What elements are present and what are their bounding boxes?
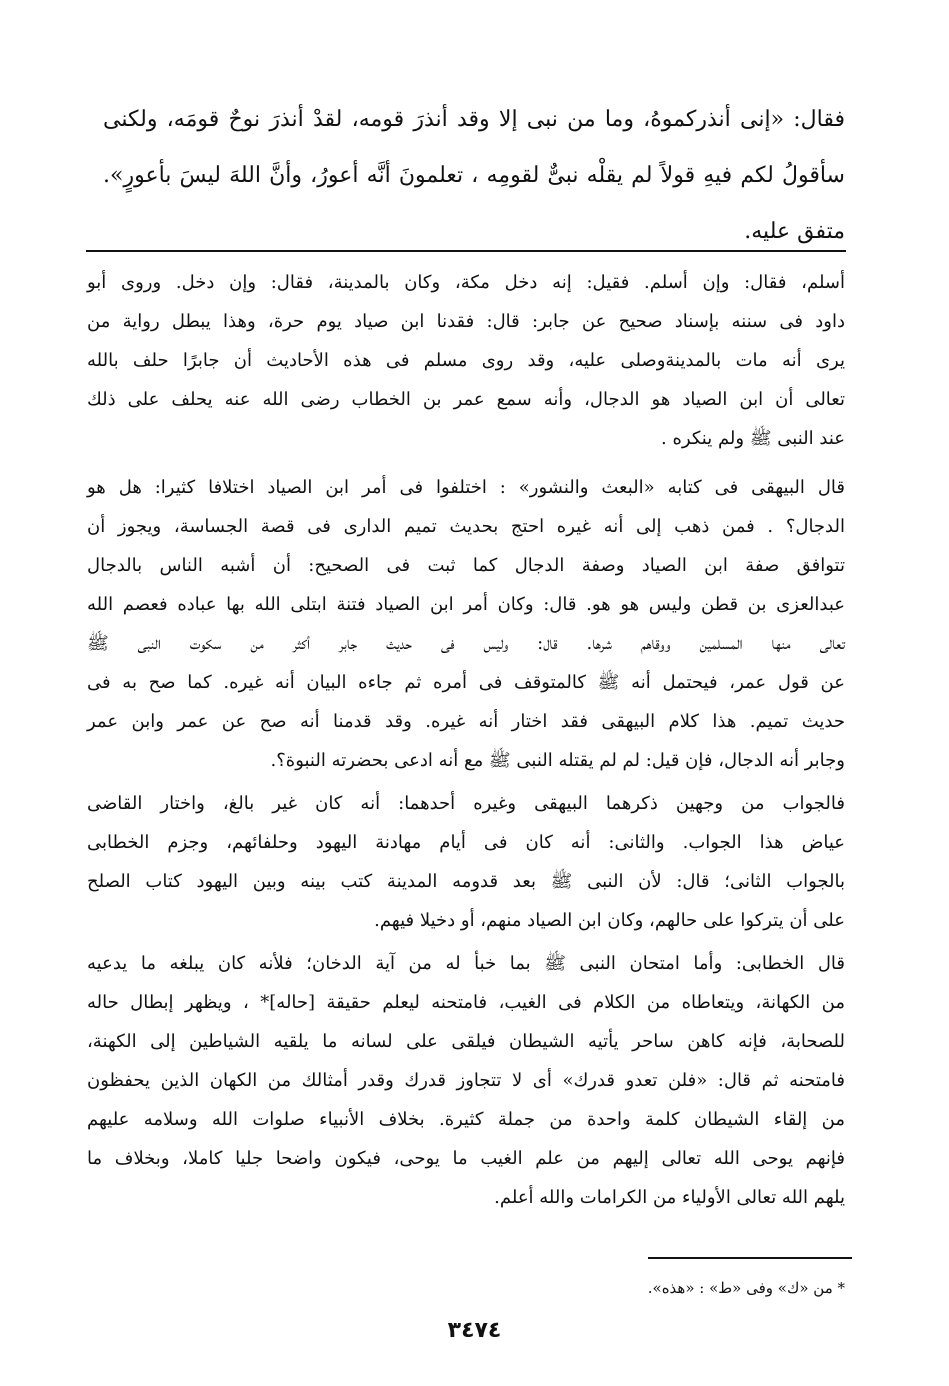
text-line: على أن يتركوا على حالهم، وكان ابن الصياد منهم، أو دخيلا فيهم.	[374, 910, 845, 931]
text-line: من الكهانة، ويتعاطاه من الكلام فى الغيب، فامتحنه ليعلم حقيقة [حاله]* ، ويظهر إبطال حاله	[87, 992, 845, 1013]
footnote: * من «ك» وفى «ط» : «هذه».	[647, 1279, 845, 1297]
text-line: عن قول عمر، فيحتمل أنه ﷺ كالمتوقف فى أمره ثم جاءه البيان أنه غيره. كما صح به فى	[87, 672, 845, 693]
section-divider	[86, 250, 846, 252]
text-line: تعالى أن ابن الصياد هو الدجال، وأنه سمع عمر بن الخطاب رضى الله عنه يحلف على ذلك	[87, 389, 845, 410]
text-line: تعالى منها المسلمين ووقاهم شرها. قال: وليس فى حديث جابر أكثر من سكوت النبى ﷺ	[87, 633, 845, 654]
text-line: داود فى سننه بإسناد صحيح عن جابر: قال: فقدنا ابن صياد يوم حرة، وهذا يبطل رواية من	[87, 311, 845, 332]
text-line: فالجواب من وجهين ذكرهما البيهقى وغيره أحدهما: أنه كان غير بالغ، واختار القاضى	[87, 793, 845, 814]
text-line: فامتحنه ثم قال: «فلن تعدو قدرك» أى لا تتجاوز قدرك وقدر أمثالك من الكهان الذين يحفظون	[87, 1070, 845, 1091]
text-line: يرى أنه مات بالمدينةوصلى عليه، وقد روى مسلم فى هذه الأحاديث أن جابرًا حلف بالله	[87, 350, 845, 371]
text-line: عياض هذا الجواب. والثانى: أنه كان فى أيام مهادنة اليهود وحلفائهم، وجزم الخطابى	[87, 832, 845, 853]
footnote-divider	[648, 1257, 852, 1259]
text-line: قال البيهقى فى كتابه «البعث والنشور» : اختلفوا فى أمر ابن الصياد اختلافا كثيرا: هل هو	[87, 477, 845, 498]
text-line: قال الخطابى: وأما امتحان النبى ﷺ بما خبأ له من آية الدخان؛ فلأنه كان يبلغه ما يدعيه	[87, 953, 845, 974]
hadith-line: فقال: «إنى أنذركموهُ، وما من نبى إلا وقد أنذرَ قومه، لقدْ أنذرَ نوحٌ قومَه، ولكنى	[103, 107, 845, 132]
commentary-paragraph	[87, 263, 845, 458]
text-line: بالجواب الثانى؛ قال: لأن النبى ﷺ بعد قدومه المدينة كتب بينه وبين اليهود كتاب الصلح	[87, 871, 845, 892]
commentary-paragraph	[87, 784, 845, 940]
text-line: وجابر أنه الدجال، فإن قيل: لم لم يقتله النبى ﷺ مع أنه ادعى بحضرته النبوة؟.	[270, 750, 845, 771]
text-line: يلهم الله تعالى الأولياء من الكرامات والله أعلم.	[494, 1187, 845, 1208]
text-line: أسلم، فقال: وإن أسلم. فقيل: إنه دخل مكة، وكان بالمدينة، فقال: وإن دخل. وروى أبو	[87, 272, 845, 293]
text-line: عبدالعزى بن قطن وليس هو هو. قال: وكان أمر ابن الصياد فتنة ابتلى الله بها عباده فعصم الله	[87, 594, 845, 615]
commentary-paragraph	[87, 944, 845, 1217]
text-line: للصحابة، فإنه كاهن ساحر يأتيه الشيطان فيلقى على لسانه ما يلقيه الشياطين إلى الكهنة،	[87, 1031, 845, 1052]
hadith-line: متفق عليه.	[744, 219, 845, 244]
hadith-text	[103, 92, 845, 260]
text-line: حديث تميم. هذا كلام البيهقى فقد اختار أنه غيره. وقد قدمنا أنه صح عن عمر وابن عمر	[87, 711, 845, 732]
text-line: عند النبى ﷺ ولم ينكره .	[661, 428, 845, 449]
page-number: ٣٤٧٤	[447, 1318, 502, 1343]
hadith-line: سأقولُ لكم فيهِ قولاً لم يقلْه نبىٌّ لقومِه ، تعلمونَ أنَّه أعورُ، وأنَّ اللهَ ليسَ بأعورٍ».	[103, 163, 845, 188]
commentary-paragraph	[87, 468, 845, 780]
text-line: من إلقاء الشيطان كلمة واحدة من جملة كثيرة. بخلاف الأنبياء صلوات الله وسلامه عليهم	[87, 1109, 845, 1130]
text-line: الدجال؟ . فمن ذهب إلى أنه غيره احتج بحديث تميم الدارى فى قصة الجساسة، ويجوز أن	[87, 516, 845, 537]
text-line: تتوافق صفة ابن الصياد وصفة الدجال كما ثبت فى الصحيح: أن أشبه الناس بالدجال	[87, 555, 845, 576]
text-line: فإنهم يوحى الله تعالى إليهم من علم الغيب ما يوحى، فيكون واضحا جليا كاملا، وبخلاف ما	[87, 1148, 845, 1169]
commentary-text	[87, 263, 845, 1217]
